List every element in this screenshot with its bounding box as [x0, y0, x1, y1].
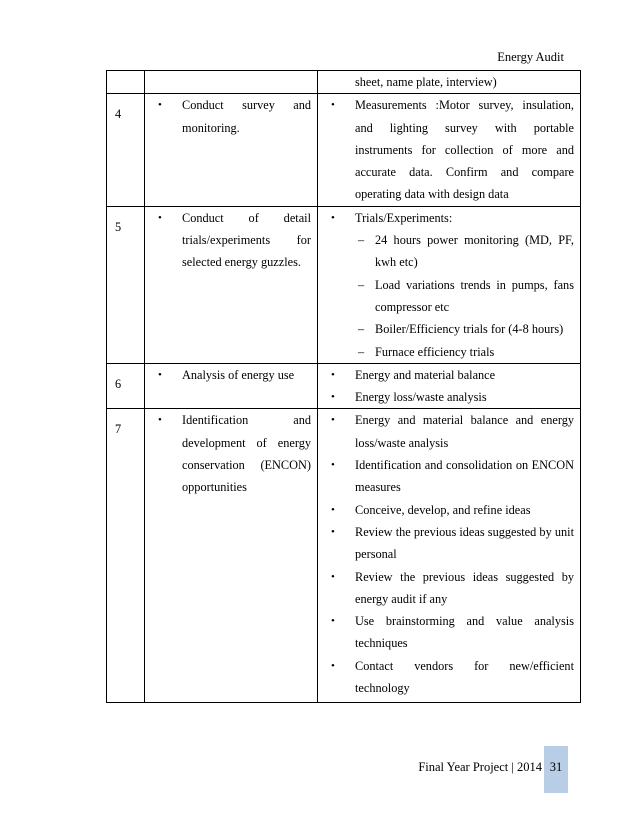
step-number-cell — [107, 363, 145, 409]
details-cell — [318, 363, 581, 409]
sub-list-item: – Boiler/Efficiency trials for (4-8 hours) — [318, 318, 580, 340]
sub-list-item: – 24 hours power monitoring (MD, PF, kwh etc) — [318, 229, 580, 274]
table-row — [107, 206, 581, 363]
activity-cell — [145, 71, 318, 94]
table-row — [107, 363, 581, 409]
table-row — [107, 71, 581, 94]
sub-list-item: – Load variations trends in pumps, fans compressor etc — [318, 274, 580, 319]
list-item: • Trials/Experiments: — [318, 207, 580, 229]
step-number: 4 — [115, 107, 122, 122]
audit-steps-table — [106, 70, 581, 703]
step-number-cell — [107, 206, 145, 363]
list-item: • Identification and development of energy conservation (ENCON) opportunities — [145, 409, 317, 498]
list-item: • Energy loss/waste analysis — [318, 386, 580, 408]
table-row — [107, 94, 581, 206]
list-item: • Analysis of energy use — [145, 364, 317, 386]
list-item: • Conduct of detail trials/experiments for selected energy guzzles. — [145, 207, 317, 274]
activity-cell — [145, 363, 318, 409]
list-item: • Review the previous ideas suggested by unit personal — [318, 521, 580, 566]
step-number-cell — [107, 94, 145, 206]
running-header: Energy Audit — [497, 50, 564, 64]
step-number-cell — [107, 71, 145, 94]
list-item: • Contact vendors for new/efficient technology — [318, 655, 580, 700]
details-cell — [318, 206, 581, 363]
activity-cell — [145, 409, 318, 703]
activity-cell — [145, 206, 318, 363]
list-item: • Energy and material balance and energy loss/waste analysis — [318, 409, 580, 454]
list-item: • Identification and consolidation on ENCON measures — [318, 454, 580, 499]
step-number: 7 — [115, 422, 122, 437]
list-item: • Review the previous ideas suggested by energy audit if any — [318, 566, 580, 611]
details-cell — [318, 71, 581, 94]
continuation-text: sheet, name plate, interview) — [355, 75, 497, 89]
page-number: 31 — [549, 760, 563, 774]
step-number-cell — [107, 409, 145, 703]
table-row — [107, 409, 581, 703]
activity-cell — [145, 94, 318, 206]
footer-label: Final Year Project | 2014 — [418, 760, 542, 774]
list-item: • Measurements :Motor survey, insulation, and lighting survey with portable instruments for collection of more and accurate data. Confirm and compare operating data with design data — [318, 94, 580, 205]
list-item: • Use brainstorming and value analysis techniques — [318, 610, 580, 655]
step-number: 6 — [115, 376, 122, 391]
details-cell — [318, 94, 581, 206]
step-number: 5 — [115, 219, 122, 234]
list-item: • Energy and material balance — [318, 364, 580, 386]
sub-list-item: – Furnace efficiency trials — [318, 341, 580, 363]
details-cell — [318, 409, 581, 703]
list-item: • Conduct survey and monitoring. — [145, 94, 317, 139]
list-item: • Conceive, develop, and refine ideas — [318, 499, 580, 521]
